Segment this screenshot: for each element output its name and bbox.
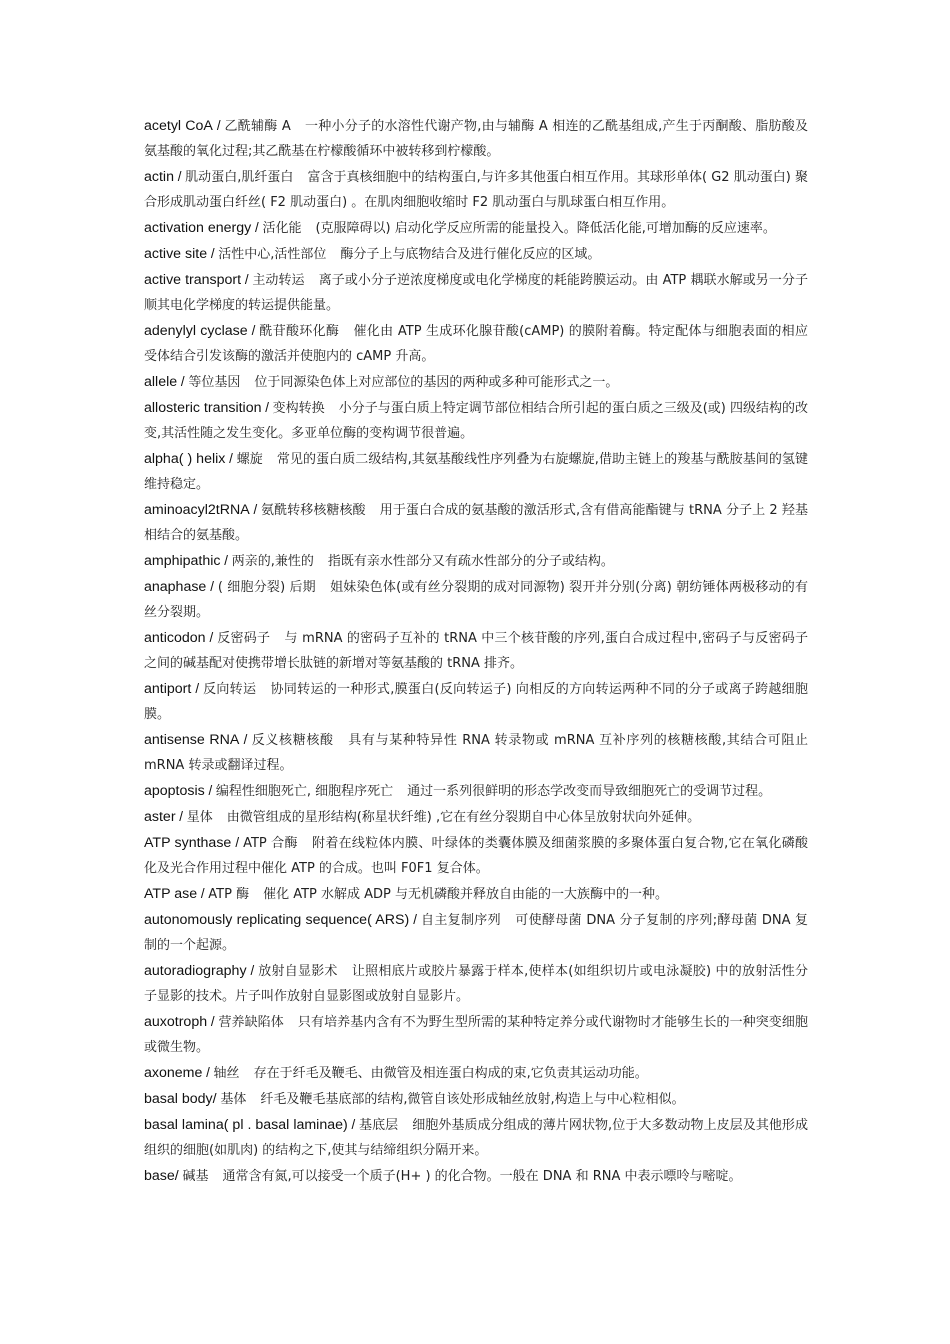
entry-chinese-term: 反向转运	[203, 682, 257, 697]
glossary-entry: aster / 星体 由微管组成的星形结构(称星状纤维) ,它在有丝分裂期自中心体呈放射状向外延伸。	[144, 809, 701, 825]
glossary-entry: basal lamina( pl . basal laminae) / 基底层 细胞外基质成分组成的薄片网状物,位于大多数动物上皮层及其他形成组织的细胞(如肌肉) 的结构之下,使其与结缔组织分隔开来。	[144, 1117, 808, 1158]
entry-term: aster	[144, 809, 176, 825]
entry-definition: 催化 ATP 水解成 ADP 与无机磷酸并释放自由能的一大族酶中的一种。	[263, 887, 669, 902]
entry-term: anticodon	[144, 630, 206, 646]
entry-term: antiport	[144, 681, 192, 697]
entry-chinese-term: 乙酰辅酶 A	[224, 119, 291, 134]
entry-term: autoradiography	[144, 963, 247, 979]
entry-definition: 一种小分子的水溶性代谢产物,由与辅酶 A 相连的乙酰基组成,产生于丙酮酸、脂肪酸及氨基酸的氧化过程;其乙酰基在柠檬酸循环中被转移到柠檬酸。	[144, 119, 808, 159]
entry-definition: 常见的蛋白质二级结构,其氨基酸线性序列叠为右旋螺旋,借助主链上的羧基与酰胺基间的氢键维持稳定。	[144, 452, 808, 492]
entry-chinese-term: 自主复制序列	[421, 913, 501, 928]
entry-term: axoneme	[144, 1065, 203, 1081]
entry-definition: 指既有亲水性部分又有疏水性部分的分子或结构。	[327, 554, 614, 569]
entry-definition: 让照相底片或胶片暴露于样本,使样本(如组织切片或电泳凝胶) 中的放射活性分子显影的技术。片子叫作放射自显影图或放射自显影片。	[144, 964, 808, 1004]
entry-definition: 纤毛及鞭毛基底部的结构,微管自该处形成轴丝放射,构造上与中心粒相似。	[260, 1092, 685, 1107]
entry-chinese-term: 等位基因	[188, 375, 241, 390]
entry-definition: 附着在线粒体内膜、叶绿体的类囊体膜及细菌浆膜的多聚体蛋白复合物,它在氧化磷酸化及光合作用过程中催化 ATP 的合成。也叫 F0F1 复合体。	[144, 836, 809, 876]
entry-term: allele	[144, 374, 178, 390]
entry-definition: 通过一系列很鲜明的形态学改变而导致细胞死亡的受调节过程。	[407, 784, 772, 799]
entry-term: ATP synthase	[144, 835, 232, 851]
entry-chinese-term: 营养缺陷体	[218, 1015, 284, 1030]
entry-chinese-term: 活化能	[262, 221, 302, 236]
glossary-entry: auxotroph / 营养缺陷体 只有培养基内含有不为野生型所需的某种特定养分或代谢物时才能够生长的一种突变细胞或微生物。	[144, 1014, 808, 1055]
entry-term: autonomously replicating sequence( ARS)	[144, 912, 410, 928]
entry-term: antisense RNA	[144, 732, 240, 748]
glossary-entry: allosteric transition / 变构转换 小分子与蛋白质上特定调节部位相结合所引起的蛋白质之三级及(或) 四级结构的改变,其活性随之发生变化。多亚单位酶的变构调节很普遍。	[144, 400, 808, 441]
glossary-entry: acetyl CoA / 乙酰辅酶 A 一种小分子的水溶性代谢产物,由与辅酶 A 相连的乙酰基组成,产生于丙酮酸、脂肪酸及氨基酸的氧化过程;其乙酰基在柠檬酸循环中被转移到柠檬酸。	[144, 118, 808, 159]
glossary-entry: anaphase / ( 细胞分裂) 后期 姐妹染色体(或有丝分裂期的成对同源物) 裂开并分别(分离) 朝纺锤体两极移动的有丝分裂期。	[144, 579, 808, 620]
entry-chinese-term: 螺旋	[236, 452, 263, 467]
glossary-entry: alpha( ) helix / 螺旋 常见的蛋白质二级结构,其氨基酸线性序列叠为右旋螺旋,借助主链上的羧基与酰胺基间的氢键维持稳定。	[144, 451, 808, 492]
glossary-entry: active site / 活性中心,活性部位 酶分子上与底物结合及进行催化反应的区域。	[144, 246, 601, 262]
entry-definition: (克服障碍以) 启动化学反应所需的能量投入。降低活化能,可增加酶的反应速率。	[315, 221, 776, 236]
glossary-entry: axoneme / 轴丝 存在于纤毛及鞭毛、由微管及相连蛋白构成的束,它负责其运动功能。	[144, 1065, 648, 1081]
glossary-entry: aminoacyl2tRNA / 氨酰转移核糖核酸 用于蛋白合成的氨基酸的激活形式,含有借高能酯键与 tRNA 分子上 2 羟基相结合的氨基酸。	[144, 502, 808, 543]
entry-definition: 酶分子上与底物结合及进行催化反应的区域。	[340, 247, 601, 262]
entry-definition: 存在于纤毛及鞭毛、由微管及相连蛋白构成的束,它负责其运动功能。	[253, 1066, 648, 1081]
entry-term: apoptosis	[144, 783, 205, 799]
glossary-entry: autonomously replicating sequence( ARS) / 自主复制序列 可使酵母菌 DNA 分子复制的序列;酵母菌 DNA 复制的一个起源。	[144, 912, 808, 953]
entry-term: acetyl CoA	[144, 118, 213, 134]
entry-chinese-term: ( 细胞分裂) 后期	[217, 580, 316, 595]
entry-chinese-term: ATP 合酶	[243, 836, 298, 851]
glossary-entry: autoradiography / 放射自显影术 让照相底片或胶片暴露于样本,使样本(如组织切片或电泳凝胶) 中的放射活性分子显影的技术。片子叫作放射自显影图或放射自显影片。	[144, 963, 808, 1004]
glossary-entry: adenylyl cyclase / 酰苷酸环化酶 催化由 ATP 生成环化腺苷酸(cAMP) 的膜附着酶。特定配体与细胞表面的相应受体结合引发该酶的激活并使胞内的 cAMP 升高。	[144, 323, 808, 364]
entry-chinese-term: 氨酰转移核糖核酸	[261, 503, 366, 518]
entry-term: allosteric transition	[144, 400, 262, 416]
entry-definition: 由微管组成的星形结构(称星状纤维) ,它在有丝分裂期自中心体呈放射状向外延伸。	[226, 810, 701, 825]
entry-term: alpha( ) helix	[144, 451, 226, 467]
entry-chinese-term: 肌动蛋白,肌纤蛋白	[185, 170, 294, 185]
glossary-entry: actin / 肌动蛋白,肌纤蛋白 富含于真核细胞中的结构蛋白,与许多其他蛋白相互作用。其球形单体( G2 肌动蛋白) 聚合形成肌动蛋白纤丝( F2 肌动蛋白) 。在肌肉细胞收缩时 F2 肌动蛋白与肌球蛋白相互作用。	[144, 169, 808, 210]
entry-definition: 只有培养基内含有不为野生型所需的某种特定养分或代谢物时才能够生长的一种突变细胞或微生物。	[144, 1015, 808, 1055]
glossary-entry: amphipathic / 两亲的,兼性的 指既有亲水性部分又有疏水性部分的分子或结构。	[144, 553, 614, 569]
glossary-page	[144, 113, 808, 1189]
glossary-entry: active transport / 主动转运 离子或小分子逆浓度梯度或电化学梯度的耗能跨膜运动。由 ATP 耦联水解或另一分子顺其电化学梯度的转运提供能量。	[144, 272, 808, 313]
entry-definition: 细胞外基质成分组成的薄片网状物,位于大多数动物上皮层及其他形成组织的细胞(如肌肉) 的结构之下,使其与结缔组织分隔开来。	[144, 1118, 808, 1158]
entry-chinese-term: 反义核糖核酸	[251, 733, 334, 748]
glossary-entry: ATP synthase / ATP 合酶 附着在线粒体内膜、叶绿体的类囊体膜及细菌浆膜的多聚体蛋白复合物,它在氧化磷酸化及光合作用过程中催化 ATP 的合成。也叫 F0F1 复合体。	[144, 835, 809, 876]
glossary-entry: ATP ase / ATP 酶 催化 ATP 水解成 ADP 与无机磷酸并释放自由能的一大族酶中的一种。	[144, 886, 669, 902]
glossary-entry: apoptosis / 编程性细胞死亡, 细胞程序死亡 通过一系列很鲜明的形态学改变而导致细胞死亡的受调节过程。	[144, 783, 772, 799]
entry-chinese-term: 编程性细胞死亡, 细胞程序死亡	[215, 784, 394, 799]
entry-term: adenylyl cyclase	[144, 323, 248, 339]
entry-chinese-term: 基体	[220, 1092, 247, 1107]
entry-chinese-term: 反密码子	[217, 631, 271, 646]
entry-definition: 可使酵母菌 DNA 分子复制的序列;酵母菌 DNA 复制的一个起源。	[144, 913, 808, 953]
entry-chinese-term: 活性中心,活性部位	[218, 247, 327, 262]
entry-definition: 位于同源染色体上对应部位的基因的两种或多种可能形式之一。	[254, 375, 619, 390]
entry-definition: 小分子与蛋白质上特定调节部位相结合所引起的蛋白质之三级及(或) 四级结构的改变,其活性随之发生变化。多亚单位酶的变构调节很普遍。	[144, 401, 808, 441]
entry-term: aminoacyl2tRNA	[144, 502, 250, 518]
glossary-entry: antiport / 反向转运 协同转运的一种形式,膜蛋白(反向转运子) 向相反的方向转运两种不同的分子或离子跨越细胞膜。	[144, 681, 808, 722]
glossary-entry: activation energy / 活化能 (克服障碍以) 启动化学反应所需的能量投入。降低活化能,可增加酶的反应速率。	[144, 220, 776, 236]
entry-chinese-term: 两亲的,兼性的	[231, 554, 314, 569]
entry-term: active site	[144, 246, 208, 262]
entry-definition: 通常含有氮,可以接受一个质子(H+ ) 的化合物。一般在 DNA 和 RNA 中表示嘌呤与嘧啶。	[222, 1169, 742, 1184]
entry-term: actin	[144, 169, 174, 185]
entry-chinese-term: 轴丝	[213, 1066, 240, 1081]
entry-definition: 协同转运的一种形式,膜蛋白(反向转运子) 向相反的方向转运两种不同的分子或离子跨越细胞膜。	[144, 682, 808, 722]
entry-chinese-term: 酰苷酸环化酶	[259, 324, 340, 339]
entry-definition: 催化由 ATP 生成环化腺苷酸(cAMP) 的膜附着酶。特定配体与细胞表面的相应受体结合引发该酶的激活并使胞内的 cAMP 升高。	[144, 324, 808, 364]
entry-chinese-term: 主动转运	[252, 273, 305, 288]
entry-chinese-term: 碱基	[182, 1169, 209, 1184]
glossary-entry: allele / 等位基因 位于同源染色体上对应部位的基因的两种或多种可能形式之一。	[144, 374, 619, 390]
glossary-entry: antisense RNA / 反义核糖核酸 具有与某种特异性 RNA 转录物或 mRNA 互补序列的核糖核酸,其结合可阻止 mRNA 转录或翻译过程。	[144, 732, 808, 773]
entry-term: active transport	[144, 272, 242, 288]
entry-chinese-term: 基底层	[359, 1118, 399, 1133]
glossary-entry: anticodon / 反密码子 与 mRNA 的密码子互补的 tRNA 中三个核苷酸的序列,蛋白合成过程中,密码子与反密码子之间的碱基配对使携带增长肽链的新增对等氨基酸的 tRNA 排齐。	[144, 630, 808, 671]
entry-definition: 具有与某种特异性 RNA 转录物或 mRNA 互补序列的核糖核酸,其结合可阻止 mRNA 转录或翻译过程。	[144, 733, 808, 773]
entry-chinese-term: 放射自显影术	[258, 964, 338, 979]
entry-chinese-term: 星体	[186, 810, 213, 825]
entry-definition: 富含于真核细胞中的结构蛋白,与许多其他蛋白相互作用。其球形单体( G2 肌动蛋白) 聚合形成肌动蛋白纤丝( F2 肌动蛋白) 。在肌肉细胞收缩时 F2 肌动蛋白与肌球蛋白相互作用。	[144, 170, 808, 210]
entry-term: amphipathic	[144, 553, 221, 569]
entry-definition: 离子或小分子逆浓度梯度或电化学梯度的耗能跨膜运动。由 ATP 耦联水解或另一分子顺其电化学梯度的转运提供能量。	[144, 273, 808, 313]
entry-chinese-term: ATP 酶	[208, 887, 250, 902]
entry-term: base/	[144, 1168, 179, 1184]
entry-definition: 与 mRNA 的密码子互补的 tRNA 中三个核苷酸的序列,蛋白合成过程中,密码子与反密码子之间的碱基配对使携带增长肽链的新增对等氨基酸的 tRNA 排齐。	[144, 631, 808, 671]
entry-term: anaphase	[144, 579, 207, 595]
entry-term: ATP ase	[144, 886, 198, 902]
entry-definition: 用于蛋白合成的氨基酸的激活形式,含有借高能酯键与 tRNA 分子上 2 羟基相结合的氨基酸。	[144, 503, 808, 543]
entry-chinese-term: 变构转换	[272, 401, 325, 416]
entry-term: basal body/	[144, 1091, 217, 1107]
entry-definition: 姐妹染色体(或有丝分裂期的成对同源物) 裂开并分别(分离) 朝纺锤体两极移动的有丝分裂期。	[144, 580, 808, 620]
glossary-entry	[144, 1163, 808, 1189]
entry-term: auxotroph	[144, 1014, 208, 1030]
glossary-entry	[144, 1086, 808, 1112]
entry-term: activation energy	[144, 220, 252, 236]
entry-term: basal lamina( pl . basal laminae)	[144, 1117, 348, 1133]
